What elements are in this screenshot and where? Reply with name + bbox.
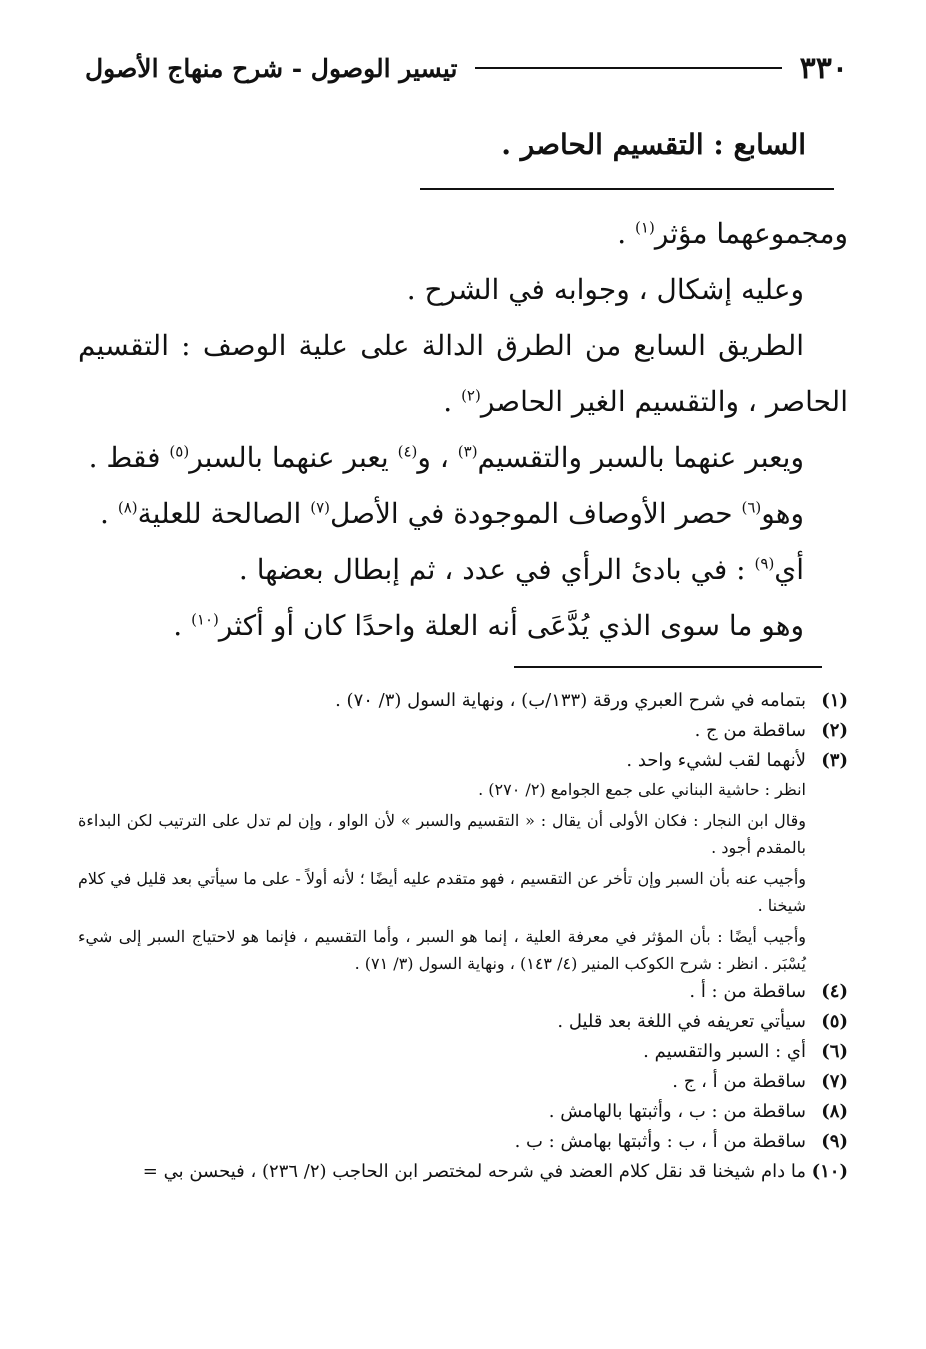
footnote-3 bbox=[78, 746, 848, 776]
footnote-text: ساقطة من : أ . bbox=[689, 981, 806, 1002]
footnote-text: ساقطة من ج . bbox=[694, 720, 806, 741]
footnote-3-sub-1: انظر : حاشية البناني على جمع الجوامع (٢/ ٢٧٠) . bbox=[478, 780, 806, 799]
footnote-ref-10: (١٠) bbox=[191, 610, 219, 629]
paragraph-4 bbox=[78, 430, 848, 486]
footnote-number: (٩) bbox=[821, 1131, 848, 1152]
footnote-text: لأنهما لقب لشيء واحد . bbox=[626, 750, 806, 771]
paragraph-3-end: . bbox=[443, 385, 462, 418]
footnote-number: (٣) bbox=[821, 750, 848, 771]
footnote-text: ساقطة من أ ، ج . bbox=[672, 1071, 806, 1092]
footnote-number: (١٠) bbox=[811, 1161, 848, 1182]
footnote-8 bbox=[78, 1097, 848, 1127]
paragraph-1-end: . bbox=[617, 217, 636, 250]
footnote-5 bbox=[78, 1007, 848, 1037]
paragraph-7 bbox=[78, 598, 848, 654]
footnote-number: (٤) bbox=[821, 981, 848, 1002]
footnote-10 bbox=[78, 1157, 848, 1187]
footnote-number: (٥) bbox=[821, 1011, 848, 1032]
paragraph-2-text: وعليه إشكال ، وجوابه في الشرح . bbox=[406, 273, 804, 306]
footnote-4 bbox=[78, 977, 848, 1007]
paragraph-1 bbox=[78, 206, 848, 262]
paragraph-5-text-a: وهو bbox=[761, 497, 804, 530]
footnote-text: ساقطة من أ ، ب : وأثبتها بهامش : ب . bbox=[514, 1131, 806, 1152]
paragraph-7-text: وهو ما سوى الذي يُدَّعَى أنه العلة واحدًا كان أو أكثر bbox=[218, 609, 804, 642]
footnote-3-sub-3: وأجيب عنه بأن السبر وإن تأخر عن التقسيم ، فهو متقدم عليه أيضًا ؛ لأنه أولاً - على ما سيأتي بعد قليل في كلام شيخنا . bbox=[78, 869, 806, 915]
paragraph-5-text-d: . bbox=[100, 497, 118, 530]
footnote-2 bbox=[78, 716, 848, 746]
footnote-9 bbox=[78, 1127, 848, 1157]
paragraph-1-text: ومجموعهما مؤثر bbox=[654, 217, 848, 250]
footnote-ref-4: (٤) bbox=[397, 442, 418, 461]
paragraph-4-text-c: يعبر عنهما بالسبر bbox=[189, 441, 398, 474]
footnote-separator bbox=[514, 666, 822, 668]
footnote-6 bbox=[78, 1037, 848, 1067]
paragraph-5-text-c: الصالحة للعلية bbox=[137, 497, 311, 530]
paragraph-4-text-b: ، و bbox=[417, 441, 458, 474]
footnote-ref-7: (٧) bbox=[310, 498, 330, 517]
footnote-number: (٧) bbox=[821, 1071, 848, 1092]
paragraph-6 bbox=[78, 542, 848, 598]
footnote-text: أي : السبر والتقسيم . bbox=[643, 1041, 806, 1062]
footnote-number: (١) bbox=[821, 690, 848, 711]
paragraph-4-text-a: ويعبر عنهما بالسبر والتقسيم bbox=[477, 441, 804, 474]
footnote-3-sub-4: وأجيب أيضًا : بأن المؤثر في معرفة العلية ، إنما هو السبر ، وأما التقسيم ، فإنما هو لاحتياج السبر إلى شيء يُسْبَر . انظر : شرح الكوكب المنير (٤/ ١٤٣) ، ونهاية السول (٣/ ٧١) . bbox=[78, 927, 806, 973]
footnote-3-sub-2: وقال ابن النجار : فكان الأولى أن يقال : « التقسيم والسبر » لأن الواو ، وإن لم تدل على الترتيب لكن البداءة بالمقدم أجود . bbox=[78, 811, 806, 857]
paragraph-2 bbox=[78, 262, 848, 318]
paragraph-6-text-b: : في بادئ الرأي في عدد ، ثم إبطال بعضها . bbox=[238, 553, 755, 586]
paragraph-3 bbox=[78, 318, 848, 430]
header-rule bbox=[475, 67, 781, 69]
footnote-text: ما دام شيخنا قد نقل كلام العضد في شرحه لمختصر ابن الحاجب (٢/ ٢٣٦) ، فيحسن بي = bbox=[142, 1161, 806, 1182]
footnotes bbox=[78, 686, 848, 1187]
paragraph-6-text-a: أي bbox=[774, 553, 804, 586]
paragraph-5 bbox=[78, 486, 848, 542]
page-number: ٣٣٠ bbox=[799, 50, 848, 86]
footnote-1 bbox=[78, 686, 848, 716]
footnote-text: سيأتي تعريفه في اللغة بعد قليل . bbox=[557, 1011, 806, 1032]
footnote-text: ساقطة من : ب ، وأثبتها بالهامش . bbox=[548, 1101, 806, 1122]
page-header bbox=[85, 46, 848, 90]
main-text bbox=[78, 206, 848, 654]
footnote-ref-8: (٨) bbox=[117, 498, 138, 517]
paragraph-4-text-d: فقط . bbox=[88, 441, 170, 474]
heading-rule bbox=[420, 188, 834, 190]
footnote-number: (٢) bbox=[821, 720, 848, 741]
footnote-ref-1: (١) bbox=[635, 218, 655, 237]
section-heading: السابع : التقسيم الحاصر . bbox=[501, 128, 806, 161]
paragraph-3-text: الطريق السابع من الطرق الدالة على علية الوصف : التقسيم الحاصر ، والتقسيم الغير الحاصر bbox=[78, 329, 848, 418]
footnote-ref-9: (٩) bbox=[754, 554, 775, 573]
footnote-ref-5: (٥) bbox=[169, 442, 190, 461]
paragraph-7-end: . bbox=[173, 609, 192, 642]
running-title: تيسير الوصول - شرح منهاج الأصول bbox=[85, 53, 458, 83]
footnote-ref-6: (٦) bbox=[741, 498, 762, 517]
footnote-ref-3: (٣) bbox=[457, 442, 478, 461]
footnote-text: بتمامه في شرح العبري ورقة (١٣٣/ب) ، ونهاية السول (٣/ ٧٠) . bbox=[335, 690, 806, 711]
paragraph-5-text-b: حصر الأوصاف الموجودة في الأصل bbox=[329, 497, 742, 530]
footnote-number: (٨) bbox=[821, 1101, 848, 1122]
footnote-7 bbox=[78, 1067, 848, 1097]
footnote-number: (٦) bbox=[821, 1041, 848, 1062]
footnote-ref-2: (٢) bbox=[461, 386, 481, 405]
